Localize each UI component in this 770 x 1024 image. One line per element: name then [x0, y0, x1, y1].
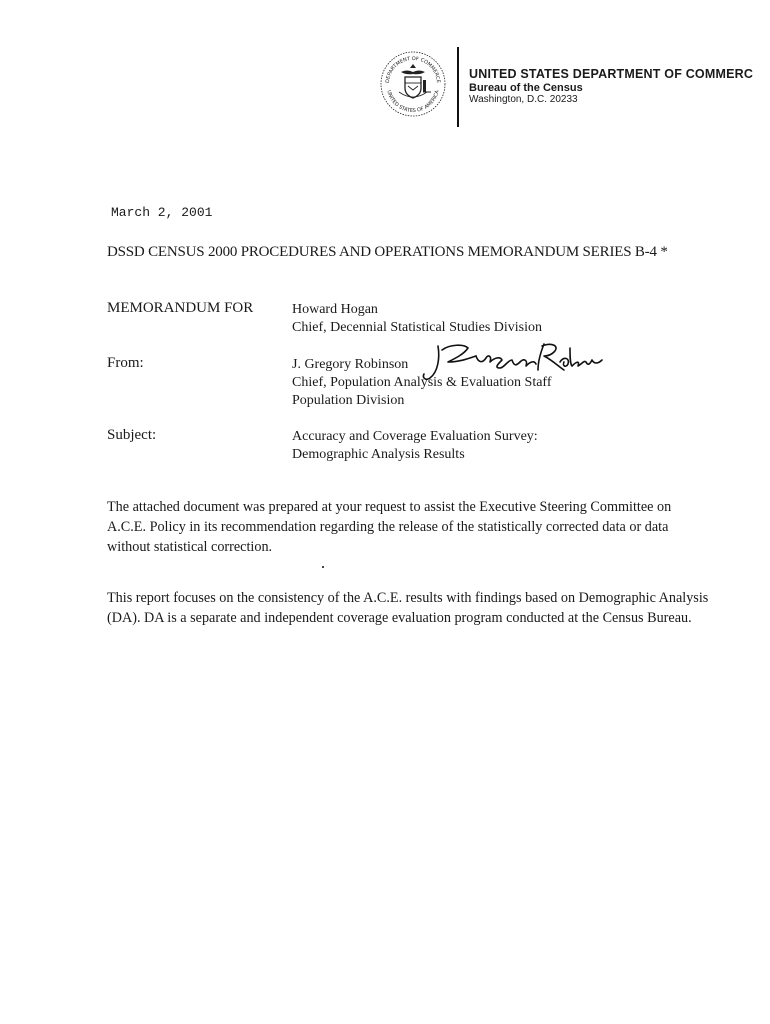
- subject-block: [292, 428, 538, 464]
- from-label: From:: [107, 355, 144, 371]
- seal-bottom-text: UNITED STATES OF AMERICA: [385, 89, 441, 115]
- bureau-address: Washington, D.C. 20233: [469, 94, 578, 105]
- bureau-name: Bureau of the Census: [469, 82, 583, 94]
- subject-label: Subject:: [107, 427, 157, 443]
- body-paragraph-2: This report focuses on the consistency of the A.C.E. results with findings based on Demographic Analysis (DA). DA is a separate and independent coverage evaluation program conducted at the Census Bureau.: [107, 590, 709, 626]
- from-block: [292, 356, 552, 410]
- letterhead: [469, 67, 753, 106]
- subject-line-2: Demographic Analysis Results: [292, 447, 465, 462]
- from-name: J. Gregory Robinson: [292, 357, 409, 372]
- memo-for-title: Chief, Decennial Statistical Studies Division: [292, 320, 543, 335]
- seal-top-text: DEPARTMENT OF COMMERCE: [384, 55, 442, 84]
- from-division: Population Division: [292, 393, 405, 408]
- department-of-commerce-seal-icon: [379, 50, 447, 118]
- from-title: Chief, Population Analysis & Evaluation Staff: [292, 375, 552, 390]
- body-paragraph-1: The attached document was prepared at your request to assist the Executive Steering Committee on A.C.E. Policy in its recommendation regarding the release of the statistically corrected data or data without statistical correction.: [107, 499, 672, 555]
- letterhead-rule: [457, 47, 459, 127]
- memo-series-title: DSSD CENSUS 2000 PROCEDURES AND OPERATIONS MEMORANDUM SERIES B-4 *: [107, 244, 668, 260]
- memo-for-label: MEMORANDUM FOR: [107, 300, 254, 316]
- scan-speck: [322, 566, 324, 568]
- memo-for-name: Howard Hogan: [292, 302, 378, 317]
- memo-for-block: [292, 301, 542, 337]
- department-name: UNITED STATES DEPARTMENT OF COMMERC: [469, 67, 754, 81]
- svg-text:DEPARTMENT OF COMMERCE: [385, 56, 441, 83]
- svg-text:UNITED STATES OF AMERICA: [385, 89, 440, 114]
- memo-date: March 2, 2001: [111, 205, 213, 220]
- subject-line-1: Accuracy and Coverage Evaluation Survey:: [292, 429, 538, 444]
